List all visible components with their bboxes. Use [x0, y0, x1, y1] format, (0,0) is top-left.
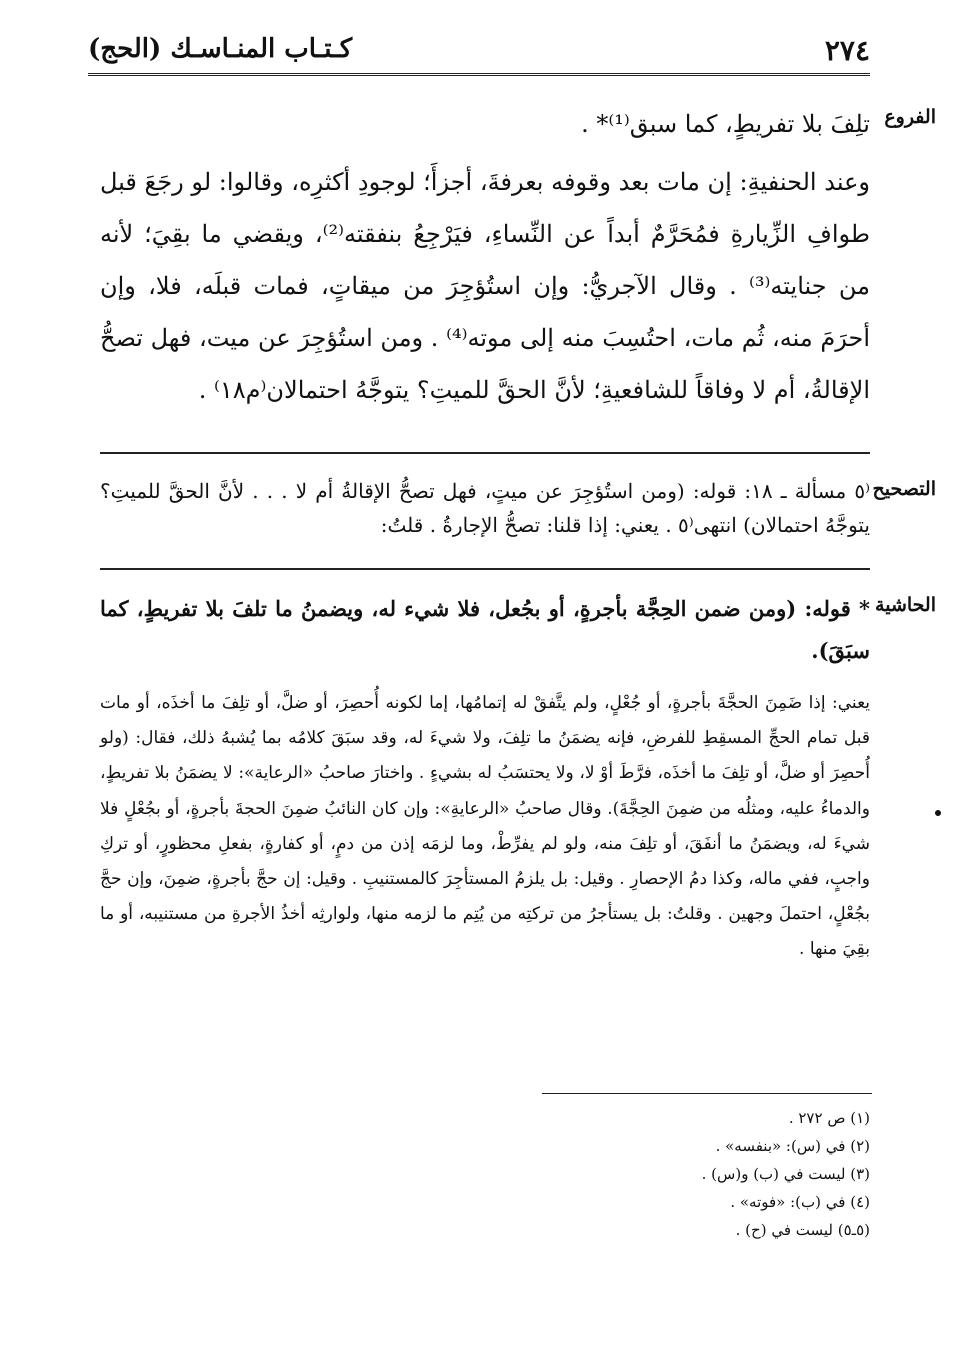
footnote-item: (٤) في (ب): «فوته» . — [730, 1193, 870, 1211]
footnote-item: (٢) في (س): «بنفسه» . — [715, 1137, 870, 1155]
footnotes — [370, 1104, 870, 1244]
margin-mark — [935, 810, 941, 816]
running-title: كـتـاب المنـاسـك (الحج) — [88, 34, 353, 64]
main-text-paragraph: وعند الحنفيةِ: إن مات بعد وقوفه بعرفةَ، أجزأَ؛ لوجودِ أكثرِه، وقالوا: لو رجَعَ قبل طوافِ الزِّيارةِ فمُحَرَّمٌ أبداً عن النِّساءِ، فيَرْجِعُ بنفقته⁽²⁾، ويقضي ما بقِيَ؛ لأنه من جنايته⁽³⁾ . وقال الآجريُّ: وإن استُؤجِرَ من ميقاتٍ، فمات قبلَه، فلا، وإن أحرَمَ منه، ثُم مات، احتُسِبَ منه إلى موته⁽⁴⁾ . ومن استُؤجِرَ عن ميت، فهل تصحُّ الإقالةُ، أم لا وفاقاً للشافعيةِ؛ لأنَّ الحقَّ للميتِ؟ يتوجَّهُ احتمالان⁽م١٨⁾ . — [100, 168, 870, 404]
footnote-item: (٥ـ٥) ليست في (ح) . — [735, 1221, 870, 1239]
section-divider — [100, 568, 870, 570]
section-label-hashiya: الحاشية — [875, 594, 936, 616]
hashiya-title: * قوله: (ومن ضمن الحِجَّة بأجرةٍ، أو بجُعل، فلا شيء له، ويضمنُ ما تلفَ بلا تفريطٍ، كما سبَقَ). — [100, 596, 870, 663]
hashiya-body: يعني: إذا ضَمِنَ الحجَّةَ بأجرةٍ، أو جُعْلٍ، ولم يتَّفقْ له إتمامُها، إما لكونه أُحصِرَ، أو ضلَّ، أو تلِفَ ما أخذَه، أو مات قبل تمام الحجِّ المسقِطِ للفرضِ، فإنه يضمَنُ ما تلِفَ، ولا شيءَ له، وقد سبَقَ كلامُه بما يُشبهُ ذلك، فقال: (ولو أُحصِرَ أو ضلَّ، أو تلِفَ ما أخذَه، فرَّطَ أوْ لا، ولا يحتسَبُ له بشيءٍ . واختارَ صاحبُ «الرعاية»: لا يضمَنُ بلا تفريطٍ، والدماءُ عليه، ومثلُه من ضمِنَ الحِجَّةَ). وقال صاحبُ «الرعايةِ»: وإن كان النائبُ ضمِنَ الحجةَ بأجرةٍ، أو بجُعْلٍ فلا شيءَ له، ويضمَنُ ما أنفَقَ، أو تلِفَ منه، ولو لم يفرِّطْ، وما لزمَه إذن من دمٍ، أو كفارةٍ، بفعلِ محظورٍ، أو تركِ واجبٍ، ففي ماله، وكذا دمُ الإحصارِ . وقيل: بل يلزمُ المستأجِرَ كالمستنيبِ . وقيل: إن حجَّ بأجرةٍ، ضمِنَ، وإن حجَّ بجُعْلٍ، احتملَ وجهين . وقلتُ: بل يستأجرُ من تركتِه من يُتِم ما لزمه منها، ولوارثِه أخذُ الأجرةِ من مستنيبه، أو ما بقِيَ منها . — [100, 693, 870, 960]
page-header — [88, 28, 870, 72]
footnote-item: (٣) ليست في (ب) و(س) . — [701, 1165, 870, 1183]
page-number: ٢٧٤ — [824, 34, 870, 67]
section-label-furu: الفروع — [884, 106, 936, 128]
tashih-text: ⁽٥ مسألة ـ ١٨: قوله: (ومن استُؤجِرَ عن ميتٍ، فهل تصحُّ الإقالةُ أم لا . . . لأنَّ الحقَّ للميتِ؟ يتوجَّهُ احتمالان) انتهى⁽٥ . يعني: إذا قلنا: تصحُّ الإجارةُ . قلتُ: — [100, 479, 870, 537]
main-text-line1: تلِفَ بلا تفريطٍ، كما سبق⁽¹⁾* . — [581, 110, 870, 138]
footnote-item: (١) ص ٢٧٢ . — [788, 1109, 870, 1127]
footnote-rule — [542, 1093, 872, 1094]
section-label-tashih: التصحيح — [872, 478, 936, 500]
section-divider — [100, 452, 870, 454]
header-rule — [88, 73, 870, 76]
